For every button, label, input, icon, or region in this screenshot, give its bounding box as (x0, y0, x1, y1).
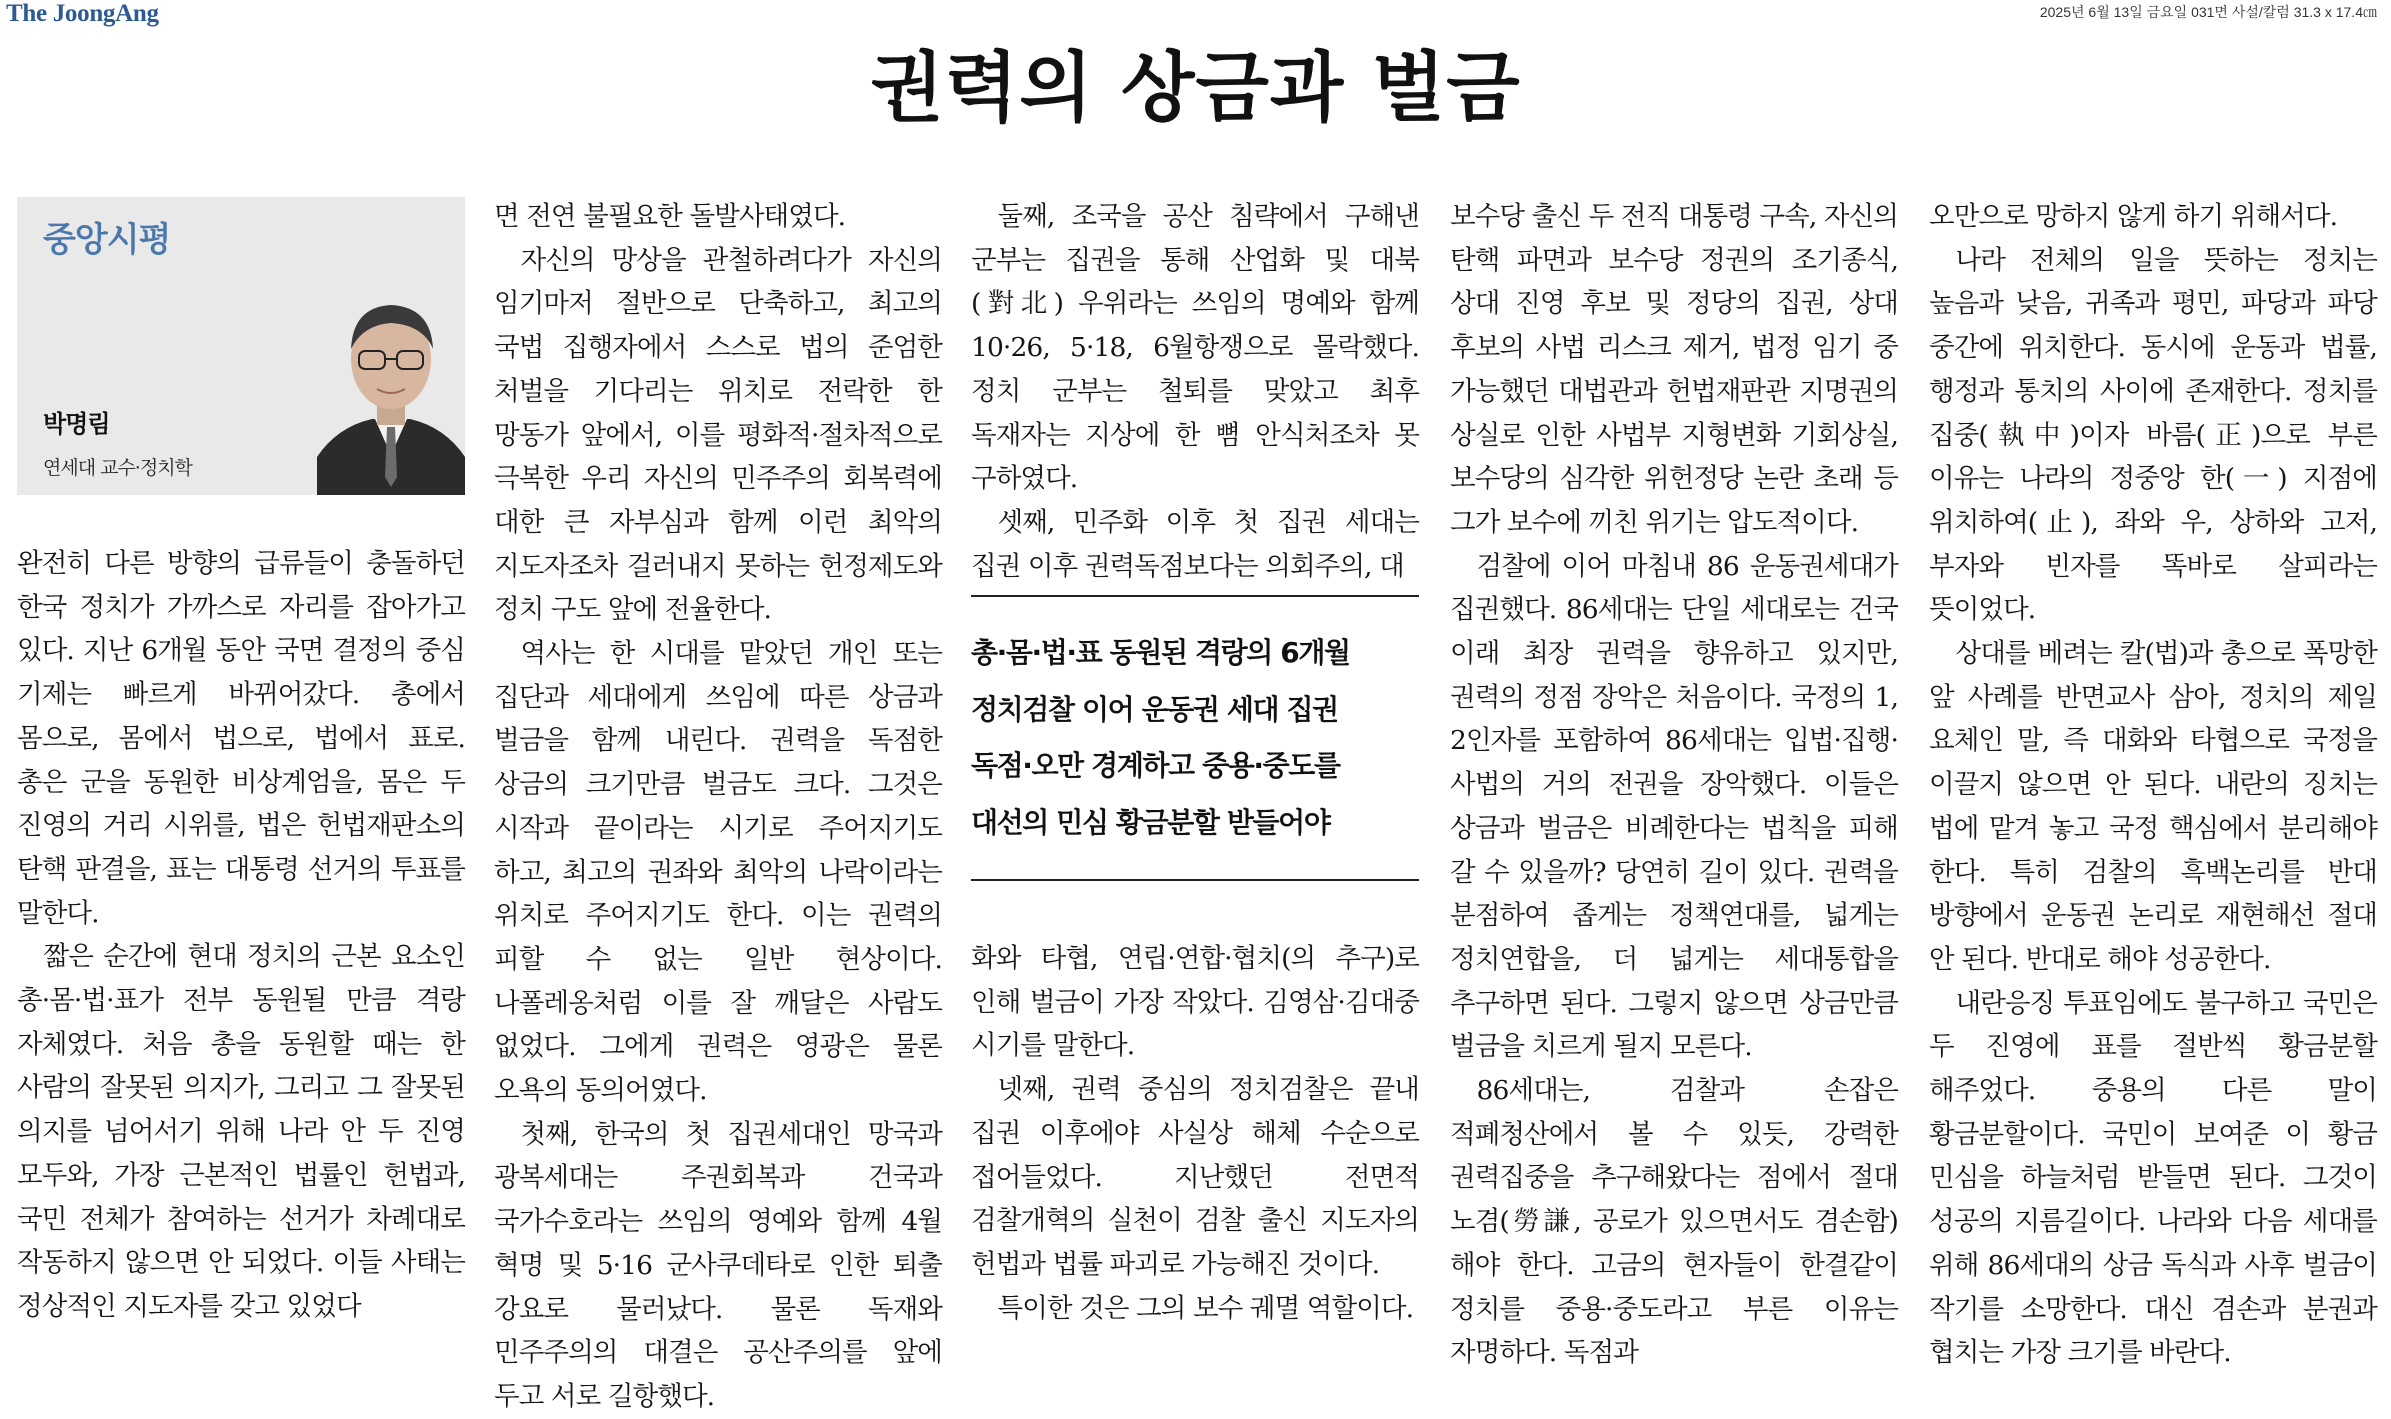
paragraph: 나라 전체의 일을 뜻하는 정치는 높음과 낮음, 귀족과 평민, 파당과 파당 중간에 위치한다. 동시에 운동과 법률, 행정과 통치의 사이에 존재한다. 정치를 집중(執中)이자 바름(正)으로 부른 이유는 나라의 정중앙 한(一) 지점에 위치하여(止), 좌와 우, 상하와 고저, 부자와 빈자를 똑바로 살피라는 뜻이었다. (1929, 244, 2377, 626)
author-photo (317, 287, 465, 495)
paragraph: 면 전연 불필요한 돌발사태였다. (494, 201, 846, 232)
paragraph: 첫째, 한국의 첫 집권세대인 망국과 광복세대는 주권회복과 건국과 국가수호라는 쓰임의 영예와 함께 4월 혁명 및 5·16 군사쿠데타로 인한 퇴출 강요로 물러났다. 물론 독재와 민주주의의 대결은 공산주의를 앞에 두고 서로 길항했다. (494, 1118, 942, 1412)
paragraph: 내란응징 투표임에도 불구하고 국민은 두 진영에 표를 절반씩 황금분할 해주었다. 중용의 다른 말이 황금분할이다. 국민이 보여준 이 황금 민심을 하늘처럼 받들면 된다. 그것이 성공의 지름길이다. 나라와 다음 세대를 위해 86세대의 상금 독식과 사후 벌금이 작기를 소망한다. 대신 겸손과 분권과 협치는 가장 크기를 바란다. (1929, 987, 2377, 1369)
brand-logo: The JoongAng (6, 0, 159, 27)
paragraph: 자신의 망상을 관철하려다가 자신의 임기마저 절반으로 단축하고, 최고의 국법 집행자에서 스스로 법의 준엄한 처벌을 기다리는 위치로 전락한 한 망동가 앞에서, 이를 평화적·절차적으로 극복한 우리 자신의 민주주의 회복력에 대한 큰 자부심과 함께 이런 최악의 지도자조차 걸러내지 못하는 헌정제도와 정치 구도 앞에 전율한다. (494, 244, 942, 626)
author-name: 박명림 (43, 410, 110, 438)
paragraph: 역사는 한 시대를 맡았던 개인 또는 집단과 세대에게 쓰임에 따른 상금과 벌금을 함께 내린다. 권력을 독점한 상금의 크기만큼 벌금도 크다. 그것은 시작과 끝이라는 시기로 주어지기도 하고, 최고의 권좌와 최악의 나락이라는 위치로 주어지기도 한다. 이는 권력의 피할 수 없는 일반 현상이다. 나폴레옹처럼 이를 잘 깨달은 사람도 없었다. 그에게 권력은 영광은 물론 오욕의 동의어였다. (494, 638, 942, 1107)
pull-quote-line: 대선의 민심 황금분할 받들어야 (971, 805, 1330, 839)
paragraph: 화와 타협, 연립·연합·협치(의 추구)로 인해 벌금이 가장 작았다. 김영삼·김대중 시기를 말한다. (971, 943, 1419, 1062)
column-1-body (17, 542, 465, 1329)
column-3-bottom (971, 937, 1419, 1330)
edition-meta: 2025년 6월 13일 금요일 031면 사설/칼럼 31.3 x 17.4㎝ (2039, 4, 2377, 20)
column-4 (1450, 195, 1898, 1375)
paragraph: 셋째, 민주화 이후 첫 집권 세대는 집권 이후 권력독점보다는 의회주의, 대 (971, 506, 1419, 582)
paragraph: 검찰에 이어 마침내 86 운동권세대가 집권했다. 86세대는 단일 세대로는 건국 이래 최장 권력을 향유하고 있지만, 권력의 정점 장악은 처음이다. 국정의 1, 2인자를 포함하여 86세대는 입법·집행·사법의 거의 전권을 장악했다. 이들은 상금과 벌금은 비례한다는 법칙을 피해 갈 수 있을까? 당연히 길이 있다. 권력을 분점하여 좁게는 정책연대를, 넓게는 정치연합을, 더 넓게는 세대통합을 추구하면 된다. 그렇지 않으면 상금만큼 벌금을 치르게 될지 모른다. (1450, 550, 1898, 1063)
paragraph: 완전히 다른 방향의 급류들이 충돌하던 한국 정치가 가까스로 자리를 잡아가고 있다. 지난 6개월 동안 국면 결정의 중심 기제는 빠르게 바뀌어갔다. 총에서 몸으로, 몸에서 법으로, 법에서 표로. 총은 군을 동원한 비상계엄을, 몸은 두 진영의 거리 시위를, 법은 헌법재판소의 탄핵 판결을, 표는 대통령 선거의 투표를 말한다. (17, 548, 465, 929)
paragraph: 86세대는, 검찰과 손잡은 적폐청산에서 볼 수 있듯, 강력한 권력집중을 추구해왔다는 점에서 절대 노겸(勞謙, 공로가 있으면서도 겸손함)해야 한다. 고금의 현자들이 한결같이 정치를 중용·중도라고 부른 이유는 자명하다. 독점과 (1450, 1075, 1898, 1369)
paragraph: 오만으로 망하지 않게 하기 위해서다. (1929, 201, 2338, 232)
paragraph: 넷째, 권력 중심의 정치검찰은 끝내 집권 이후에야 사실상 해체 수순으로 접어들었다. 지난했던 전면적 검찰개혁의 실천이 검찰 출신 지도자의 헌법과 법률 파괴로 가능해진 것이다. (971, 1074, 1419, 1280)
paragraph: 짧은 순간에 현대 정치의 근본 요소인 총·몸·법·표가 전부 동원될 만큼 격랑 자체였다. 처음 총을 동원할 때는 한 사람의 잘못된 의지가, 그리고 그 잘못된 의지를 넘어서기 위해 나라 안 두 진영 모두와, 가장 근본적인 법률인 헌법과, 국민 전체가 참여하는 선거가 차례대로 작동하지 않으면 안 되었다. 이들 사태는 정상적인 지도자를 갖고 있었다 (17, 941, 465, 1322)
author-profile-box (17, 197, 465, 495)
pull-quote (971, 595, 1419, 881)
paragraph: 상대를 베려는 칼(법)과 총으로 폭망한 앞 사례를 반면교사 삼아, 정치의 제일 요체인 말, 즉 대화와 타협으로 국정을 이끌지 않으면 안 된다. 내란의 징치는 법에 맡겨 놓고 국정 핵심에서 분리해야 한다. 특히 검찰의 흑백논리를 반대 방향에서 운동권 논리로 재현해선 절대 안 된다. 반대로 해야 성공한다. (1929, 638, 2377, 975)
paragraph: 둘째, 조국을 공산 침략에서 구해낸 군부는 집권을 통해 산업화 및 대북(對北) 우위라는 쓰임의 명예와 함께 10·26, 5·18, 6월항쟁으로 몰락했다. 정치 군부는 철퇴를 맞았고 최후 독재자는 지상에 한 뼘 안식처조차 못 구하였다. (971, 201, 1419, 495)
column-3-top (971, 195, 1419, 588)
column-section-label: 중앙시평 (43, 220, 171, 260)
paragraph: 특이한 것은 그의 보수 궤멸 역할이다. (997, 1292, 1414, 1324)
column-2 (494, 195, 942, 1419)
page-title: 권력의 상금과 벌금 (870, 43, 1521, 132)
pull-quote-line: 정치검찰 이어 운동권 세대 집권 (971, 692, 1338, 726)
paragraph: 보수당 출신 두 전직 대통령 구속, 자신의 탄핵 파면과 보수당 정권의 조기종식, 상대 진영 후보 및 정당의 집권, 상대 후보의 사법 리스크 제거, 법정 임기 중 가능했던 대법관과 헌법재판관 지명권의 상실로 인한 사법부 지형변화 기회상실, 보수당의 심각한 위헌정당 논란 초래 등 그가 보수에 끼친 위기는 압도적이다. (1450, 201, 1898, 538)
pull-quote-line: 독점·오만 경계하고 중용·중도를 (971, 749, 1340, 782)
column-5 (1929, 195, 2377, 1375)
author-title: 연세대 교수·정치학 (43, 457, 192, 479)
pull-quote-line: 총·몸·법·표 동원된 격랑의 6개월 (971, 636, 1350, 669)
